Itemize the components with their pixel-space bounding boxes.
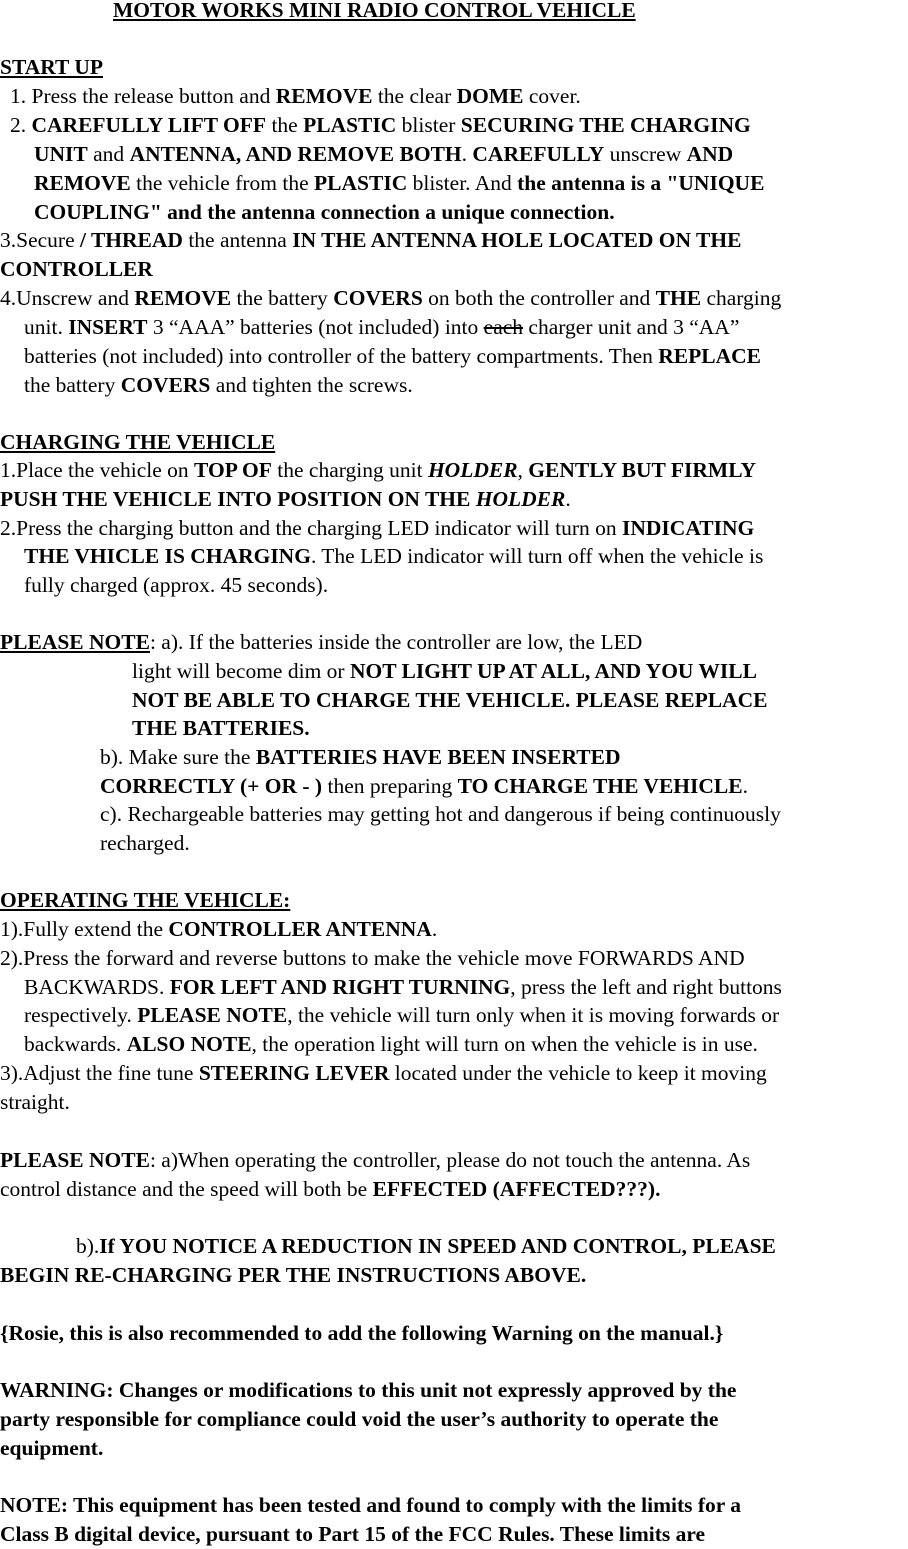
note1-line-b2: CORRECTLY (+ OR - ) then preparing TO CHARGE THE VEHICLE. — [100, 774, 748, 798]
fcc-note-line-2: Class B digital device, pursuant to Part 15 of the FCC Rules. These limits are — [0, 1522, 706, 1546]
operating-step-2-line-2: BACKWARDS. FOR LEFT AND RIGHT TURNING, press the left and right buttons — [24, 975, 782, 999]
note2-line-3: b).If YOU NOTICE A REDUCTION IN SPEED AND CONTROL, PLEASE — [76, 1234, 776, 1258]
startup-step-4-line-1: 4.Unscrew and REMOVE the battery COVERS on both the controller and THE charging — [0, 286, 782, 310]
charging-step-2-line-3: fully charged (approx. 45 seconds). — [24, 573, 329, 597]
warning-line-2: party responsible for compliance could void the user’s authority to operate the — [0, 1407, 719, 1431]
operating-step-3-line-2: straight. — [0, 1090, 70, 1114]
note1-line-c2: recharged. — [100, 831, 190, 855]
warning-line-1: WARNING: Changes or modifications to this unit not expressly approved by the — [0, 1378, 737, 1402]
rosie-note: {Rosie, this is also recommended to add the following Warning on the manual.} — [0, 1321, 724, 1345]
startup-step-2-line-2: UNIT and ANTENNA, AND REMOVE BOTH. CAREFULLY unscrew AND — [34, 142, 734, 166]
operating-step-2-line-4: backwards. ALSO NOTE, the operation light will turn on when the vehicle is in use. — [24, 1032, 758, 1056]
startup-step-3-line-2: CONTROLLER — [0, 257, 153, 281]
document-title: MOTOR WORKS MINI RADIO CONTROL VEHICLE — [113, 0, 636, 22]
operating-step-2-line-3: respectively. PLEASE NOTE, the vehicle will turn only when it is moving forwards or — [24, 1003, 780, 1027]
startup-step-2-line-1: 2. CAREFULLY LIFT OFF the PLASTIC blister SECURING THE CHARGING — [10, 113, 751, 137]
operating-step-2-line-1: 2).Press the forward and reverse buttons to make the vehicle move FORWARDS AND — [0, 946, 745, 970]
startup-step-1: 1. Press the release button and REMOVE the clear DOME cover. — [10, 84, 581, 108]
startup-step-4-line-2: unit. INSERT 3 “AAA” batteries (not included) into each charger unit and 3 “AA” — [24, 315, 740, 339]
note1-line-b1: b). Make sure the BATTERIES HAVE BEEN INSERTED — [100, 745, 621, 769]
startup-step-2-line-4: COUPLING" and the antenna connection a unique connection. — [34, 200, 615, 224]
startup-step-3-line-1: 3.Secure / THREAD the antenna IN THE ANTENNA HOLE LOCATED ON THE — [0, 228, 742, 252]
startup-heading: START UP — [0, 55, 103, 79]
warning-line-3: equipment. — [0, 1436, 104, 1460]
note2-line-2: control distance and the speed will both be EFFECTED (AFFECTED???). — [0, 1177, 661, 1201]
charging-step-1-line-1: 1.Place the vehicle on TOP OF the charging unit HOLDER, GENTLY BUT FIRMLY — [0, 458, 757, 482]
note1-line-a4: THE BATTERIES. — [132, 716, 310, 740]
charging-step-2-line-2: THE VHICLE IS CHARGING. The LED indicator will turn off when the vehicle is — [24, 544, 764, 568]
startup-step-4-line-4: the battery COVERS and tighten the screws. — [24, 373, 413, 397]
operating-step-1: 1).Fully extend the CONTROLLER ANTENNA. — [0, 917, 438, 941]
startup-step-4-line-3: batteries (not included) into controller of the battery compartments. Then REPLACE — [24, 344, 761, 368]
charging-step-2-line-1: 2.Press the charging button and the charging LED indicator will turn on INDICATING — [0, 516, 755, 540]
startup-step-2-line-3: REMOVE the vehicle from the PLASTIC blister. And the antenna is a "UNIQUE — [34, 171, 765, 195]
fcc-note-line-1: NOTE: This equipment has been tested and found to comply with the limits for a — [0, 1493, 742, 1517]
note1-line-c1: c). Rechargeable batteries may getting hot and dangerous if being continuously — [100, 802, 781, 826]
note1-line-a1: PLEASE NOTE: a). If the batteries inside the controller are low, the LED — [0, 630, 643, 654]
charging-step-1-line-2: PUSH THE VEHICLE INTO POSITION ON THE HOLDER. — [0, 487, 571, 511]
note1-line-a3: NOT BE ABLE TO CHARGE THE VEHICLE. PLEASE REPLACE — [132, 688, 768, 712]
operating-step-3-line-1: 3).Adjust the fine tune STEERING LEVER located under the vehicle to keep it moving — [0, 1061, 767, 1085]
note1-line-a2: light will become dim or NOT LIGHT UP AT ALL, AND YOU WILL — [132, 659, 757, 683]
operating-heading: OPERATING THE VEHICLE: — [0, 888, 291, 912]
charging-heading: CHARGING THE VEHICLE — [0, 430, 276, 454]
note2-line-1: PLEASE NOTE: a)When operating the controller, please do not touch the antenna. As — [0, 1148, 751, 1172]
note2-line-4: BEGIN RE-CHARGING PER THE INSTRUCTIONS ABOVE. — [0, 1263, 587, 1287]
